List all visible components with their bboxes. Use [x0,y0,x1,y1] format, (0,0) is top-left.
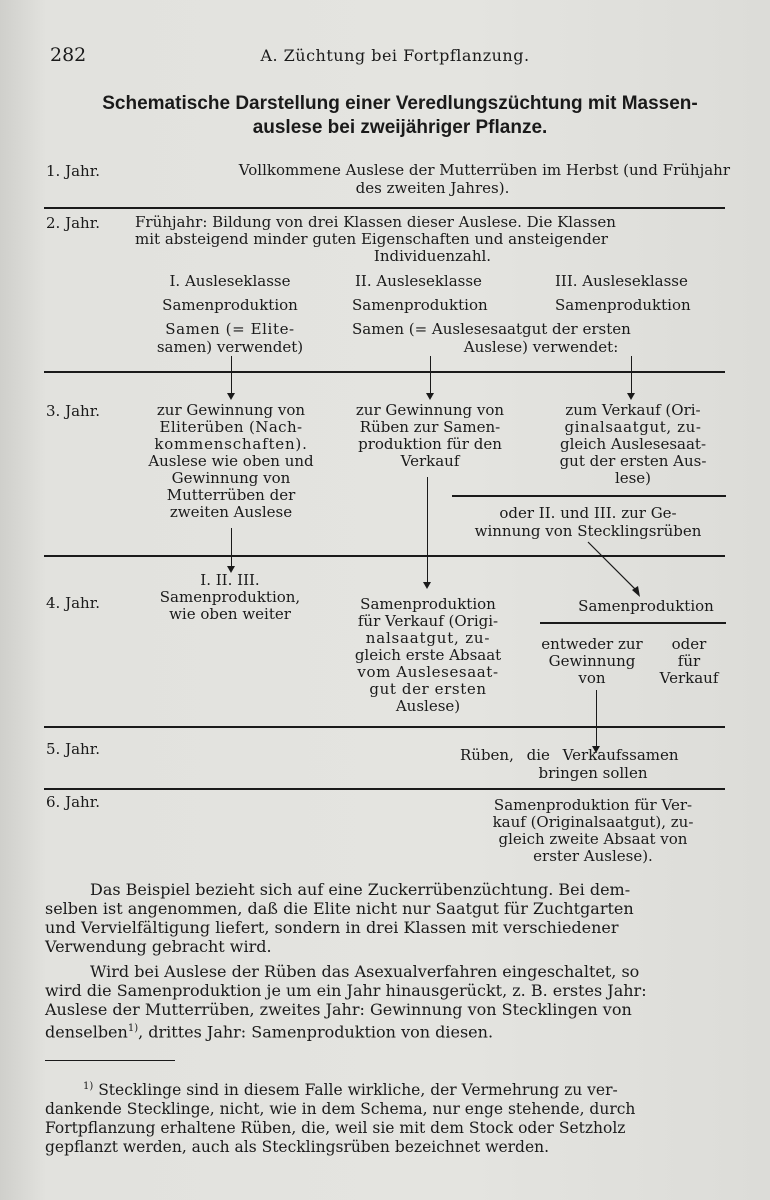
title-line-2: auslese bei zweijähriger Pflanze. [252,117,548,138]
text-line: gut der ersten [369,680,487,698]
class-3-production: Samenproduktion [555,296,691,314]
year-5-line-1: Rüben, die Verkaufssamen [460,746,679,764]
text-line: gepflanzt werden, auch als Stecklingsrüben bezeichnet werden. [45,1138,550,1157]
class-2-seed-line-2: Auslese) verwendet: [463,338,619,356]
text-line: zur Gewinnung von [355,401,505,419]
year-6-label: 6. Jahr. [46,793,100,811]
text-line: gleich Auslesesaat- [559,435,707,453]
text-line: Rüben zur Samen- [359,418,501,436]
connector-line [631,356,632,395]
text-line: Auslese wie oben und [148,452,314,470]
text-line: Gewinnung von [171,469,291,487]
text-line: Samenproduktion, [159,588,301,606]
year-4-column-1 [140,572,320,623]
year-5-line-2: bringen sollen [538,764,648,782]
connector-line [231,528,232,568]
rule-year-5 [44,788,725,790]
text-line: I. II. III. [200,571,260,589]
year-1-line-1: Vollkommene Auslese der Mutterrüben im Herbst (und Frühjahr [238,161,730,179]
connector-line [596,690,597,748]
text-line: Samenproduktion [360,595,496,613]
text-line: für [677,652,701,670]
rule-year-1 [44,207,725,209]
arrow-down-icon [423,582,431,589]
year-2-line-3: Individuenzahl. [373,247,492,265]
connector-line [427,477,428,584]
text-line: oder [671,635,707,653]
text-line: zweiten Auslese [169,503,293,521]
text-line: Wird bei Auslese der Rüben das Asexualverfahren eingeschaltet, so [90,962,640,981]
text-line: produktion für den [358,435,502,453]
connector-line [430,356,431,395]
rule-year-2 [44,371,725,373]
text-line: für Verkauf (Origi- [357,612,499,630]
arrow-down-icon [627,393,635,400]
text-span: , drittes Jahr: Samenproduktion von diesen. [138,1022,494,1042]
text-line: dankende Stecklinge, nicht, wie in dem Schema, nur enge stehende, durch [45,1100,636,1119]
class-2-name: II. Ausleseklasse [355,272,482,290]
footnote-marker: 1) [83,1081,94,1092]
year-4-column-2 [330,596,526,715]
year-6-text [456,797,730,865]
class-3-name: III. Ausleseklasse [555,272,688,290]
year-5-label: 5. Jahr. [46,740,100,758]
year-4-column-3-right [648,636,730,687]
footnote-reference: 1) [127,1023,139,1034]
text-line: ginalsaatgut, zu- [564,418,702,436]
year-3-column-3 [538,402,728,487]
diagonal-arrow-icon [580,540,650,602]
arrow-down-icon [426,393,434,400]
text-line: selben ist angenommen, daß die Elite nicht nur Saatgut für Zuchtgarten [45,899,634,918]
class-1-production: Samenproduktion [162,296,298,314]
year-1-line-2: des zweiten Jahres). [355,179,510,197]
year-3-alternative-line-1: oder II. und III. zur Ge- [499,504,677,522]
year-2-line-2: mit absteigend minder guten Eigenschaften und ansteigender [135,230,608,248]
text-line: Verwendung gebracht wird. [45,937,272,956]
text-line: gut der ersten Aus- [559,452,707,470]
year-2-line-1: Frühjahr: Bildung von drei Klassen dieser Auslese. Die Klassen [135,213,616,231]
footnote [45,1077,725,1157]
class-2-seed-line-1: Samen (= Auslesesaatgut der ersten [352,320,631,338]
text-line: Auslese) [395,697,461,715]
class-1-name: I. Ausleseklasse [169,272,291,290]
text-span: denselben [45,1022,128,1042]
body-paragraph-2 [45,962,725,1041]
text-line: wird die Samenproduktion je um ein Jahr hinausgerückt, z. B. erstes Jahr: [45,981,647,1000]
bracket-line [540,622,726,630]
text-line: zur Gewinnung von [156,401,306,419]
text-line: nalsaatgut, zu- [365,629,491,647]
text-line: Verkauf [400,452,460,470]
running-head: A. Züchtung bei Fortpflanzung. [260,46,530,65]
text-line: Fortpflanzung erhaltene Rüben, die, weil sie mit dem Stock oder Setzholz [45,1119,626,1138]
year-3-alternative-line-2: winnung von Stecklingsrüben [474,522,702,540]
year-4-column-3-title: Samenproduktion [578,597,714,615]
text-line: von [578,669,606,687]
arrow-down-icon [227,393,235,400]
text-line: Verkauf [659,669,719,687]
schema-title [40,92,760,140]
class-1-seed-line-2: samen) verwendet) [156,338,304,356]
text-span: Stecklinge sind in diesem Falle wirkliche, der Vermehrung zu ver- [93,1081,618,1100]
text-line: Auslese der Mutterrüben, zweites Jahr: Gewinnung von Stecklingen von [45,1000,632,1019]
text-line: lese) [614,469,652,487]
text-line: Eliterüben (Nach- [159,418,303,436]
body-paragraph-1 [45,880,725,956]
text-line: zum Verkauf (Ori- [565,401,701,419]
year-3-column-1 [122,402,340,521]
text-line [45,1019,725,1041]
title-line-1: Schematische Darstellung einer Veredlungszüchtung mit Massen- [102,93,698,114]
class-1-seed-line-1: Samen (= Elite- [165,320,295,338]
text-line: entweder zur [541,635,643,653]
year-3-column-2 [334,402,526,470]
year-3-label: 3. Jahr. [46,402,100,420]
year-4-label: 4. Jahr. [46,594,100,612]
page-number: 282 [50,44,87,66]
year-1-label: 1. Jahr. [46,162,100,180]
text-line [45,1077,725,1100]
text-line: Mutterrüben der [166,486,296,504]
text-line: vom Auslesesaat- [357,663,499,681]
text-line: gleich erste Absaat [354,646,502,664]
text-line: und Vervielfältigung liefert, sondern in drei Klassen mit verschiedener [45,918,619,937]
text-line: Das Beispiel bezieht sich auf eine Zuckerrübenzüchtung. Bei dem- [90,880,631,899]
rule-year-4 [44,726,725,728]
text-line: Samenproduktion für Ver- [493,796,693,814]
text-line: erster Auslese). [533,847,653,865]
bracket-line [452,495,726,503]
year-2-label: 2. Jahr. [46,214,100,232]
text-line: gleich zweite Absaat von [498,830,688,848]
text-line: Gewinnung [548,652,636,670]
year-4-column-3-left [530,636,654,687]
connector-line [231,356,232,395]
footnote-separator [45,1060,175,1061]
text-line: kommenschaften). [154,435,308,453]
text-line: kauf (Originalsaatgut), zu- [492,813,694,831]
class-2-production: Samenproduktion [352,296,488,314]
text-line: wie oben weiter [169,605,291,623]
